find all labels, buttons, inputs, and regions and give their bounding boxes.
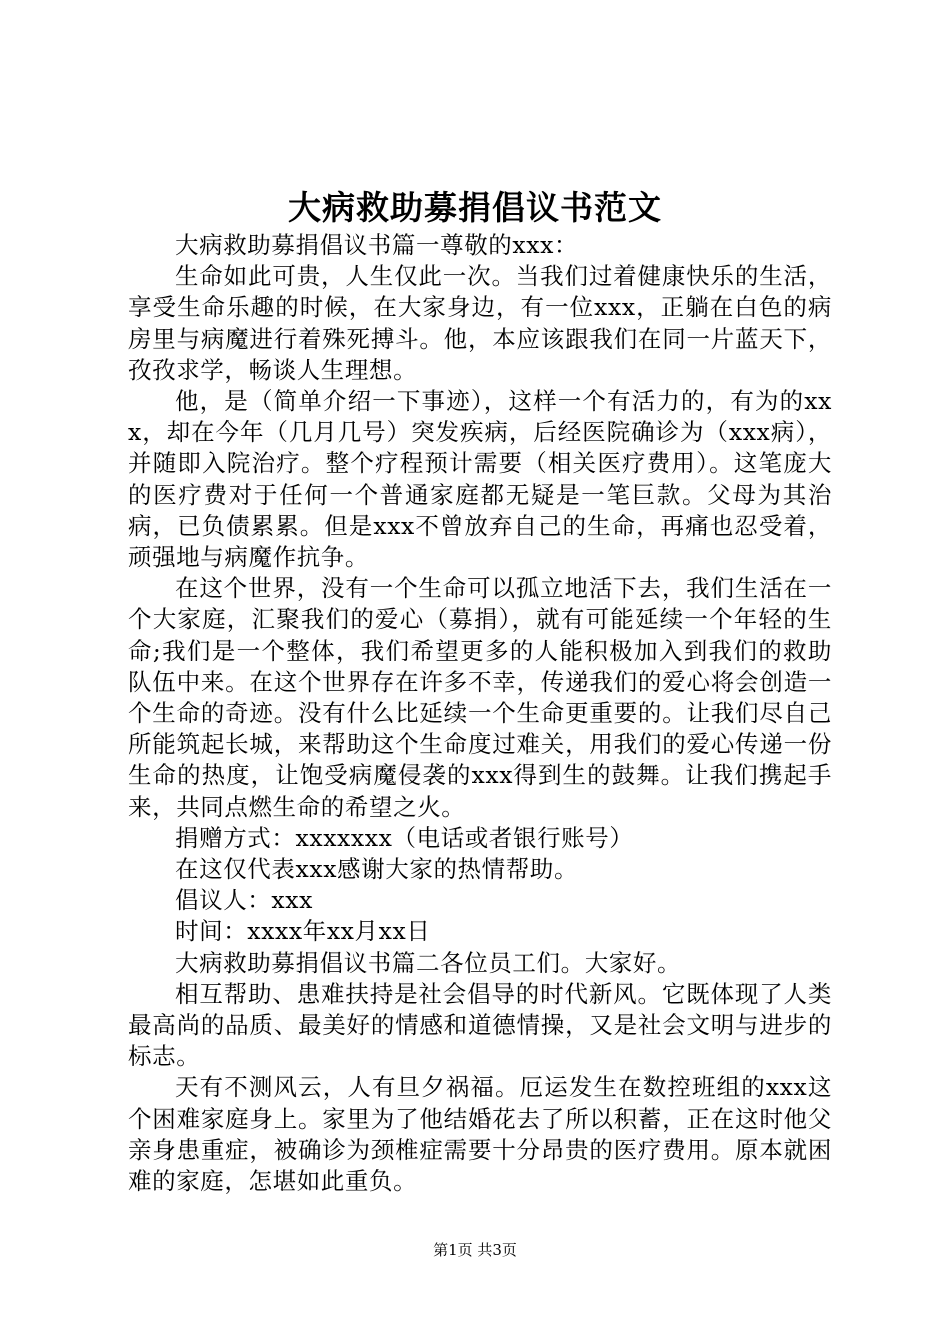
paragraph: 大病救助募捐倡议书篇二各位员工们。大家好。 <box>175 948 682 977</box>
paragraph: 倡议人：xxx <box>175 886 313 915</box>
paragraph: 他，是（简单介绍一下事迹），这样一个有活力的，有为的xxx，却在今年（几月几号）突发疾病，后经医院确诊为（xxx病），并随即入院治疗。整个疗程预计需要（相关医疗费用）。这笔庞大的医疗费对于任何一个普通家庭都无疑是一笔巨款。父母为其治病，已负债累累。但是xxx不曾放弃自己的生命，再痛也忍受着，顽强地与病魔作抗争。 <box>128 387 832 572</box>
paragraph: 生命如此可贵，人生仅此一次。当我们过着健康快乐的生活，享受生命乐趣的时候，在大家身边，有一位xxx，正躺在白色的病房里与病魔进行着殊死搏斗。他，本应该跟我们在同一片蓝天下，孜孜求学，畅谈人生理想。 <box>128 262 832 384</box>
page-number-footer: 第1页 共3页 <box>433 1241 517 1259</box>
paragraph: 在这仅代表xxx感谢大家的热情帮助。 <box>175 855 579 884</box>
paragraph: 大病救助募捐倡议书篇一尊敬的xxx： <box>175 231 579 259</box>
paragraph: 相互帮助、患难扶持是社会倡导的时代新风。它既体现了人类最高尚的品质、最美好的情感和道德情操，又是社会文明与进步的标志。 <box>128 979 832 1071</box>
document-body <box>128 230 832 1197</box>
document-title: 大病救助募捐倡议书范文 <box>288 188 662 227</box>
paragraph: 捐赠方式：xxxxxxx（电话或者银行账号） <box>175 823 634 852</box>
paragraph: 在这个世界，没有一个生命可以孤立地活下去，我们生活在一个大家庭，汇聚我们的爱心（募捐），就有可能延续一个年轻的生命;我们是一个整体，我们希望更多的人能积极加入到我们的救助队伍中来。在这个世界存在许多不幸，传递我们的爱心将会创造一个生命的奇迹。没有什么比延续一个生命更重要的。让我们尽自己所能筑起长城，来帮助这个生命度过难关，用我们的爱心传递一份生命的热度，让饱受病魔侵袭的xxx得到生的鼓舞。让我们携起手来，共同点燃生命的希望之火。 <box>128 574 832 821</box>
paragraph: 天有不测风云，人有旦夕祸福。厄运发生在数控班组的xxx这个困难家庭身上。家里为了他结婚花去了所以积蓄，正在这时他父亲身患重症，被确诊为颈椎症需要十分昂贵的医疗费用。原本就困难的家庭，怎堪如此重负。 <box>128 1073 832 1196</box>
paragraph: 时间：xxxx年xx月xx日 <box>175 917 431 946</box>
